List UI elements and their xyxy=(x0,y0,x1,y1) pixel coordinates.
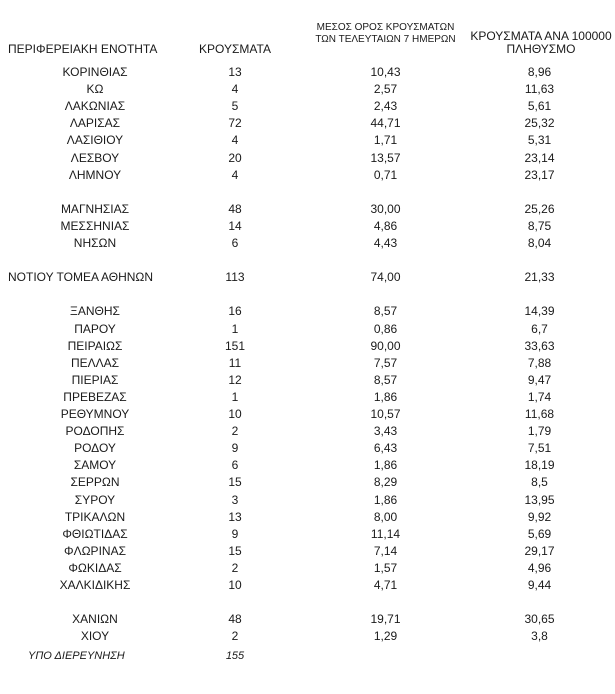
table-row xyxy=(0,167,615,183)
region-name: ΦΛΩΡΙΝΑΣ xyxy=(64,543,126,558)
table-row xyxy=(0,81,615,97)
region-name: ΣΕΡΡΩΝ xyxy=(70,475,120,490)
region-name: ΦΩΚΙΔΑΣ xyxy=(68,560,122,575)
table-row xyxy=(0,132,615,148)
per-100000-value: 23,17 xyxy=(524,167,555,182)
per-100000-value: 14,39 xyxy=(524,304,555,319)
weekly-average-value: 44,71 xyxy=(370,116,401,131)
cases-value: 6 xyxy=(231,458,239,473)
header-per-100000-line2: ΠΛΗΘΥΣΜΟ xyxy=(506,42,576,56)
region-name: ΜΕΣΣΗΝΙΑΣ xyxy=(60,218,130,233)
table-row xyxy=(0,457,615,473)
per-100000-value: 21,33 xyxy=(524,270,555,285)
cases-value: 13 xyxy=(228,509,242,524)
weekly-average-value: 7,14 xyxy=(373,543,398,558)
region-name: ΧΑΝΙΩΝ xyxy=(72,612,118,627)
region-name: ΛΑΣΙΘΙΟΥ xyxy=(66,133,124,148)
per-100000-value: 9,92 xyxy=(527,509,552,524)
table-row xyxy=(0,338,615,354)
cases-value: 13 xyxy=(228,65,242,79)
per-100000-value: 5,69 xyxy=(527,526,552,541)
per-100000-value: 25,26 xyxy=(524,201,555,216)
table-row xyxy=(0,474,615,490)
region-name: ΣΑΜΟΥ xyxy=(73,458,117,473)
per-100000-value: 5,61 xyxy=(527,99,552,114)
per-100000-value: 29,17 xyxy=(524,543,555,558)
per-100000-value: 30,65 xyxy=(524,612,555,627)
weekly-average-value: 4,71 xyxy=(373,578,398,592)
weekly-average-value: 8,57 xyxy=(373,372,398,387)
cases-value: 113 xyxy=(225,270,245,285)
table-row xyxy=(0,440,615,456)
cases-value: 9 xyxy=(231,526,239,541)
region-name: ΠΙΕΡΙΑΣ xyxy=(71,372,119,387)
per-100000-value: 8,75 xyxy=(527,218,552,233)
weekly-average-value: 1,57 xyxy=(373,560,398,575)
weekly-average-value: 3,43 xyxy=(373,424,398,439)
per-100000-value: 33,63 xyxy=(524,338,555,353)
cases-value: 151 xyxy=(224,338,246,353)
per-100000-value: 11,63 xyxy=(524,82,555,97)
region-name: ΛΕΣΒΟΥ xyxy=(70,150,120,165)
region-name: ΧΑΛΚΙΔΙΚΗΣ xyxy=(59,578,131,592)
footer-row xyxy=(0,648,615,664)
cases-value: 6 xyxy=(231,236,239,250)
header-weekly-average-line2: ΤΩΝ ΤΕΛΕΥΤΑΙΩΝ 7 ΗΜΕΡΩΝ xyxy=(315,34,456,45)
header-per-100000-line1: ΚΡΟΥΣΜΑΤΑ ΑΝΑ 100000 xyxy=(470,29,612,43)
cases-value: 2 xyxy=(231,629,239,644)
cases-value: 48 xyxy=(228,201,242,216)
weekly-average-value: 10,57 xyxy=(370,407,401,421)
weekly-average-value: 4,86 xyxy=(373,218,398,233)
table-row xyxy=(0,611,615,627)
region-name: ΚΩ xyxy=(86,82,104,97)
cases-value: 48 xyxy=(228,612,242,627)
table-row xyxy=(0,628,615,644)
weekly-average-value: 1,86 xyxy=(373,389,398,404)
table-row xyxy=(0,492,615,508)
region-name: ΠΕΛΛΑΣ xyxy=(70,355,120,370)
per-100000-value: 3,8 xyxy=(531,629,548,644)
table-row xyxy=(0,150,615,166)
per-100000-value: 11,68 xyxy=(524,407,555,421)
per-100000-value: 23,14 xyxy=(524,150,555,165)
cases-value: 2 xyxy=(231,560,239,575)
table-row xyxy=(0,543,615,559)
weekly-average-value: 1,86 xyxy=(373,492,398,507)
weekly-average-value: 19,71 xyxy=(370,612,401,627)
weekly-average-value: 2,57 xyxy=(373,82,398,97)
table-row xyxy=(0,423,615,439)
per-100000-value: 8,5 xyxy=(531,475,548,490)
weekly-average-value: 8,57 xyxy=(373,304,398,319)
header-cases: ΚΡΟΥΣΜΑΤΑ xyxy=(199,42,271,56)
table-row xyxy=(0,98,615,114)
cases-value: 10 xyxy=(228,578,242,592)
weekly-average-value: 8,29 xyxy=(373,475,398,490)
region-name: ΧΙΟΥ xyxy=(80,629,110,644)
per-100000-value: 5,31 xyxy=(527,133,552,148)
cases-value: 72 xyxy=(228,116,242,131)
region-name: ΠΑΡΟΥ xyxy=(74,321,116,336)
cases-value: 1 xyxy=(231,321,239,336)
header-weekly-average-line1: ΜΕΣΟΣ ΟΡΟΣ ΚΡΟΥΣΜΑΤΩΝ xyxy=(316,22,455,33)
per-100000-value: 1,79 xyxy=(527,424,552,439)
per-100000-value: 8,04 xyxy=(527,236,552,250)
table-row xyxy=(0,389,615,405)
weekly-average-value: 1,71 xyxy=(373,133,398,148)
header-per-100000 xyxy=(456,30,615,56)
table-row xyxy=(0,115,615,131)
weekly-average-value: 1,29 xyxy=(373,629,398,644)
region-name: ΛΑΡΙΣΑΣ xyxy=(69,116,121,131)
cases-value: 2 xyxy=(231,424,239,439)
region-name: ΝΗΣΩΝ xyxy=(73,236,117,250)
cases-value: 20 xyxy=(228,150,242,165)
region-name: ΣΥΡΟΥ xyxy=(74,492,116,507)
cases-value: 1 xyxy=(231,389,239,404)
region-name: ΝΟΤΙΟΥ ΤΟΜΕΑ ΑΘΗΝΩΝ xyxy=(8,270,154,285)
cases-value: 4 xyxy=(231,82,239,97)
cases-value: 14 xyxy=(228,218,242,233)
weekly-average-value: 90,00 xyxy=(370,338,401,353)
table-row xyxy=(0,509,615,525)
cases-value: 4 xyxy=(231,133,239,148)
per-100000-value: 13,95 xyxy=(524,492,555,507)
table-row xyxy=(0,355,615,371)
cases-value: 4 xyxy=(231,167,239,182)
cases-value: 5 xyxy=(231,99,239,114)
region-name: ΦΘΙΩΤΙΔΑΣ xyxy=(62,526,128,541)
table-row xyxy=(0,235,615,251)
table-row xyxy=(0,577,615,593)
per-100000-value: 7,51 xyxy=(527,441,552,456)
weekly-average-value: 7,57 xyxy=(373,355,398,370)
footer-label: ΥΠΟ ΔΙΕΡΕΥΝΗΣΗ xyxy=(28,650,125,662)
region-name: ΚΟΡΙΝΘΙΑΣ xyxy=(62,65,128,79)
per-100000-value: 9,47 xyxy=(527,372,552,387)
cases-value: 15 xyxy=(228,543,242,558)
region-name: ΛΑΚΩΝΙΑΣ xyxy=(64,99,126,114)
region-name: ΞΑΝΘΗΣ xyxy=(70,304,120,319)
per-100000-value: 4,96 xyxy=(527,560,552,575)
cases-value: 11 xyxy=(228,355,242,370)
weekly-average-value: 74,00 xyxy=(370,270,401,285)
cases-value: 10 xyxy=(228,407,242,421)
table-row xyxy=(0,406,615,422)
weekly-average-value: 30,00 xyxy=(370,201,401,216)
per-100000-value: 6,7 xyxy=(531,321,548,336)
weekly-average-value: 0,71 xyxy=(373,167,398,182)
table-row xyxy=(0,269,615,285)
weekly-average-value: 2,43 xyxy=(373,99,398,114)
cases-value: 16 xyxy=(228,304,242,319)
per-100000-value: 25,32 xyxy=(524,116,555,131)
region-name: ΡΟΔΟΥ xyxy=(74,441,116,456)
footer-cases: 155 xyxy=(225,650,245,662)
per-100000-value: 8,96 xyxy=(527,65,552,79)
region-name: ΡΕΘΥΜΝΟΥ xyxy=(60,407,130,421)
header-weekly-average xyxy=(298,22,473,46)
weekly-average-value: 0,86 xyxy=(373,321,398,336)
region-name: ΤΡΙΚΑΛΩΝ xyxy=(64,509,126,524)
region-name: ΡΟΔΟΠΗΣ xyxy=(65,424,125,439)
weekly-average-value: 1,86 xyxy=(373,458,398,473)
per-100000-value: 18,19 xyxy=(524,458,555,473)
weekly-average-value: 4,43 xyxy=(373,236,398,250)
table-row xyxy=(0,321,615,337)
cases-value: 15 xyxy=(228,475,242,490)
table-row xyxy=(0,560,615,576)
weekly-average-value: 6,43 xyxy=(373,441,398,456)
table-row xyxy=(0,201,615,217)
table-row xyxy=(0,218,615,234)
region-name: ΠΕΙΡΑΙΩΣ xyxy=(67,338,123,353)
table-row xyxy=(0,526,615,542)
per-100000-value: 9,44 xyxy=(527,578,552,592)
weekly-average-value: 13,57 xyxy=(370,150,401,165)
header-region: ΠΕΡΙΦΕΡΕΙΑΚΗ ΕΝΟΤΗΤΑ xyxy=(8,42,158,56)
cases-value: 9 xyxy=(231,441,239,456)
region-name: ΠΡΕΒΕΖΑΣ xyxy=(63,389,127,404)
table-row xyxy=(0,372,615,388)
per-100000-value: 1,74 xyxy=(527,389,552,404)
weekly-average-value: 10,43 xyxy=(370,65,401,79)
per-100000-value: 7,88 xyxy=(527,355,552,370)
weekly-average-value: 8,00 xyxy=(373,509,398,524)
weekly-average-value: 11,14 xyxy=(370,526,401,541)
cases-value: 3 xyxy=(231,492,239,507)
table-row xyxy=(0,303,615,319)
region-name: ΛΗΜΝΟΥ xyxy=(68,167,122,182)
region-name: ΜΑΓΝΗΣΙΑΣ xyxy=(60,201,130,216)
cases-value: 12 xyxy=(228,372,242,387)
table-row xyxy=(0,64,615,80)
